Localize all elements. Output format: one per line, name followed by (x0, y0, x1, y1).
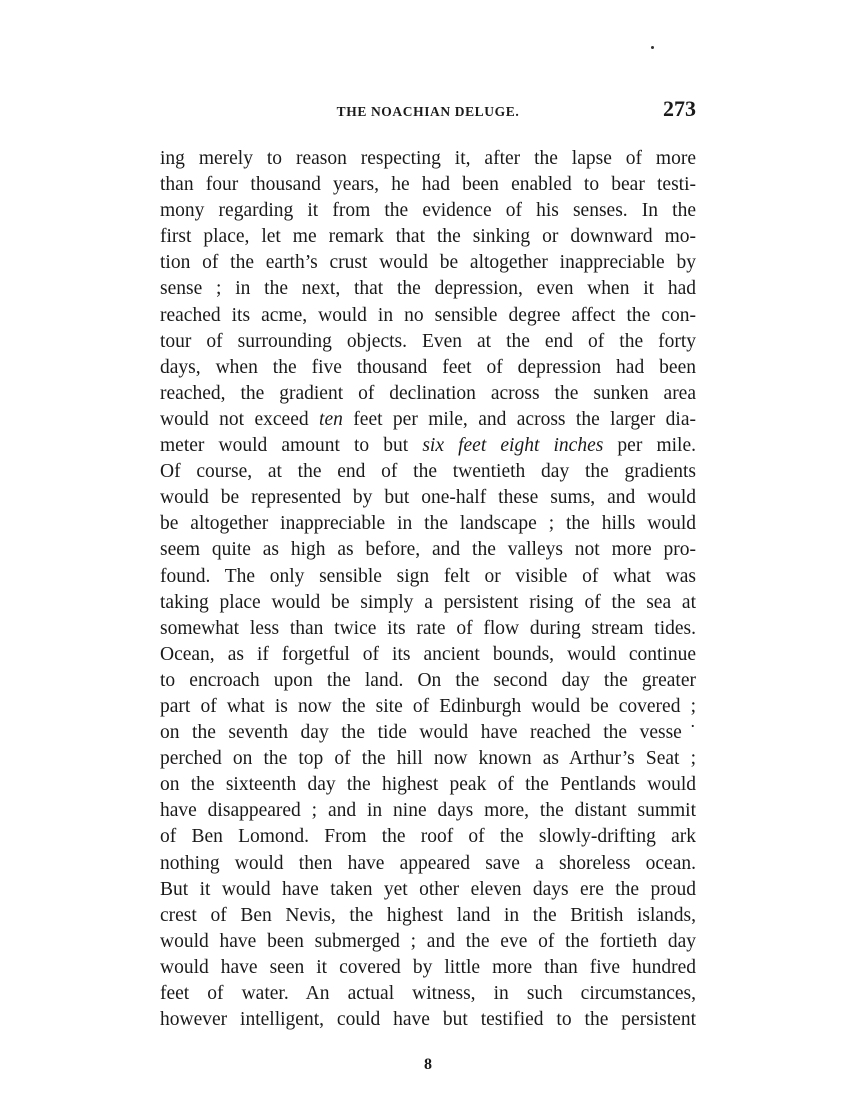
text-line: to encroach upon the land. On the second day the greater (160, 669, 696, 691)
page-number: 273 (663, 96, 696, 121)
text-line: feet of water. An actual witness, in such circumstances, (160, 983, 696, 1004)
text-line: however intelligent, could have but testified to the persistent (160, 1009, 696, 1031)
italic-phrase: ten (319, 408, 343, 430)
text-line: reached, the gradient of declination across the sunken area (160, 382, 696, 404)
page-speck (651, 46, 654, 49)
text-line: on the sixteenth day the highest peak of the Pentlands would (160, 774, 696, 796)
text-line: seem quite as high as before, and the valleys not more pro- (160, 539, 696, 561)
text-line: tion of the earth’s crust would be altogether inappreciable by (160, 252, 696, 274)
text-line: would have been submerged ; and the eve of the fortieth day (160, 930, 696, 952)
signature-mark: 8 (424, 1056, 432, 1073)
text-line: would have seen it covered by little more than five hundred (160, 956, 696, 978)
text-line: Of course, at the end of the twentieth day the gradients (160, 461, 696, 483)
text-line: on the seventh day the tide would have reached the vesse˙ (160, 722, 696, 744)
text-segment: per mile. (603, 435, 696, 457)
running-title: THE NOACHIAN DELUGE. (336, 104, 520, 119)
text-line: But it would have taken yet other eleven days ere the proud (160, 878, 696, 900)
text-segment: would not exceed (160, 408, 320, 430)
text-line: reached its acme, would in no sensible degree affect the con- (160, 304, 696, 326)
text-line: first place, let me remark that the sinking or downward mo- (160, 226, 696, 248)
text-line: ing merely to reason respecting it, after the lapse of more (160, 148, 696, 169)
text-line: crest of Ben Nevis, the highest land in the British islands, (160, 904, 696, 926)
running-head (160, 96, 696, 126)
body-text (160, 146, 696, 1033)
text-line: than four thousand years, he had been enabled to bear testi- (160, 174, 696, 196)
text-line: taking place would be simply a persistent rising of the sea at (160, 591, 696, 613)
text-line: mony regarding it from the evidence of his senses. In the (160, 200, 696, 222)
text-line: would be represented by but one-half these sums, and would (160, 487, 696, 509)
text-segment: meter would amount to but (160, 435, 423, 457)
text-line: have disappeared ; and in nine days more, the distant summit (160, 800, 696, 822)
text-line: perched on the top of the hill now known as Arthur’s Seat ; (160, 748, 696, 770)
text-line: sense ; in the next, that the depression, even when it had (160, 278, 696, 300)
text-segment: feet per mile, and across the larger dia- (342, 408, 696, 430)
text-line (160, 433, 696, 459)
text-line (160, 407, 696, 433)
text-line: Ocean, as if forgetful of its ancient bounds, would continue (160, 643, 696, 665)
text-line: part of what is now the site of Edinburgh would be covered ; (160, 695, 696, 717)
text-line: of Ben Lomond. From the roof of the slowly-drifting ark (160, 826, 696, 848)
text-line: days, when the five thousand feet of depression had been (160, 356, 696, 378)
text-line: be altogether inappreciable in the landscape ; the hills would (160, 513, 696, 535)
text-line: nothing would then have appeared save a shoreless ocean. (160, 852, 696, 874)
text-line: found. The only sensible sign felt or visible of what was (160, 565, 696, 587)
text-line: tour of surrounding objects. Even at the end of the forty (160, 330, 696, 352)
text-line: somewhat less than twice its rate of flow during stream tides. (160, 617, 696, 639)
italic-phrase: six feet eight inches (422, 435, 604, 457)
